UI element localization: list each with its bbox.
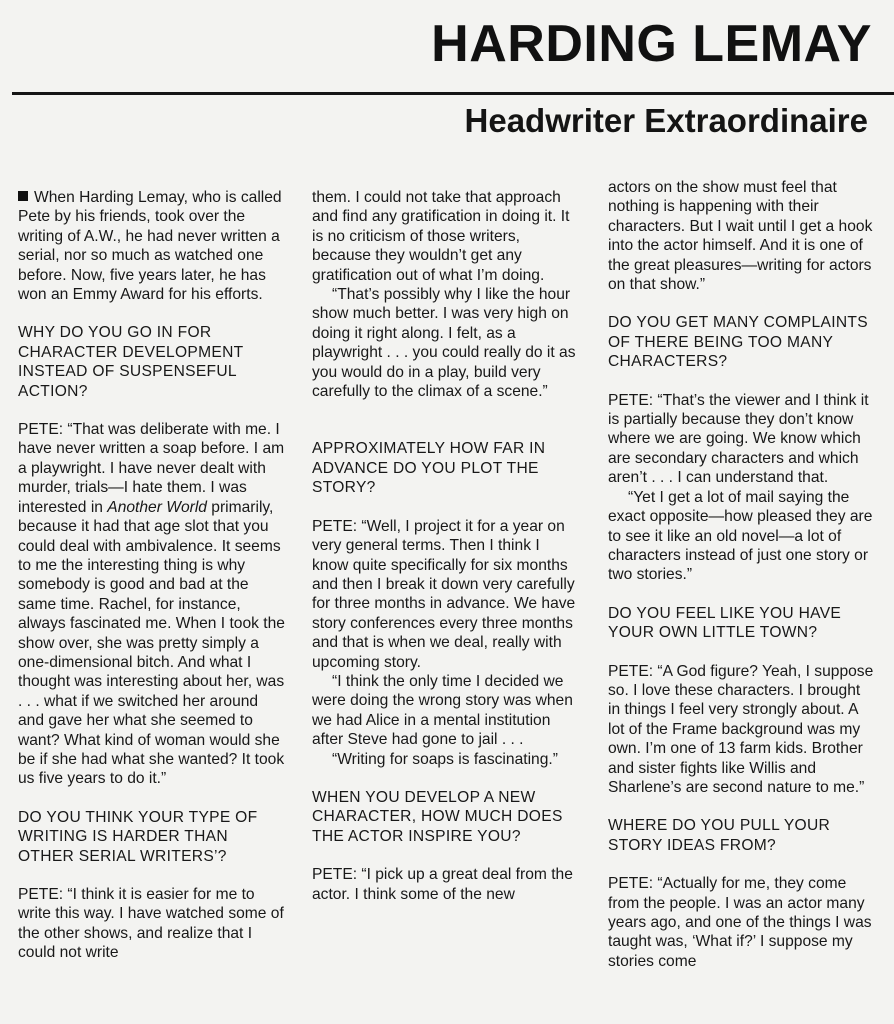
- answer-3-paragraph-3: “Writing for soaps is fascinating.”: [332, 750, 558, 768]
- answer-5: PETE: “That’s the viewer and I think it is partially because they don’t know where we are going. We know which are secondary characters and which aren’t . . . I can understand that.: [608, 391, 869, 487]
- intro-paragraph: When Harding Lemay, who is called Pete by his friends, took over the writing of A.W., he had never written a serial, nor so much as watched one before. Now, five years later, he has won an Emmy Award for his efforts.: [18, 189, 282, 304]
- question-1: WHY DO YOU GO IN FOR CHARACTER DEVELOPMENT INSTEAD OF SUSPENSEFUL ACTION?: [18, 324, 244, 400]
- answer-3-paragraph-2: “I think the only time I decided we were doing the wrong story was when we had Alice in a mental institution after Steve had gone to jail . . .: [312, 672, 573, 749]
- question-7: WHERE DO YOU PULL YOUR STORY IDEAS FROM?: [608, 817, 831, 854]
- article-title: HARDING LEMAY: [431, 15, 872, 73]
- question-6: DO YOU FEEL LIKE YOU HAVE YOUR OWN LITTLE TOWN?: [608, 604, 842, 642]
- show-title-italic: Another World: [107, 498, 207, 516]
- article-subtitle: Headwriter Extraordinaire: [464, 102, 868, 139]
- answer-2-continued: them. I could not take that approach and find any gratification in doing it. It is no criticism of those writers, because they wouldn’t get any gratification out of what I’m doing.: [312, 189, 570, 284]
- question-2: DO YOU THINK YOUR TYPE OF WRITING IS HARDER THAN OTHER SERIAL WRITERS’?: [18, 808, 258, 865]
- answer-3: PETE: “Well, I project it for a year on very general terms. Then I think I know quite specifically for six months and then I break it down very carefully for three months in advance. We have story conferences every three months and that is when we deal, really with upcoming story.: [312, 517, 576, 671]
- answer-6: PETE: “A God figure? Yeah, I suppose so. I love these characters. I brought in things I feel very strongly about. A lot of the Frame background was my own. I’m one of 13 farm kids. Brother and sister fights like Willis and Sharlene’s are second nature to me.”: [608, 662, 874, 796]
- question-5: DO YOU GET MANY COMPLAINTS OF THERE BEING TOO MANY CHARACTERS?: [608, 314, 868, 371]
- answer-5-paragraph-2: “Yet I get a lot of mail saying the exact opposite—how pleased they are to see it like an old novel—a lot of characters instead of just one story or two stories.”: [608, 488, 873, 584]
- bullet-square-icon: [18, 191, 28, 201]
- question-3: APPROXIMATELY HOW FAR IN ADVANCE DO YOU PLOT THE STORY?: [312, 440, 546, 497]
- answer-4-continued: actors on the show must feel that nothing is happening with their characters. But I wait until I get a hook into the actor himself. And it is one of the great pleasures—writing for actors on that show.”: [608, 179, 873, 294]
- answer-4: PETE: “I pick up a great deal from the actor. I think some of the new: [312, 866, 573, 903]
- title-rule: [12, 92, 894, 95]
- column-3: [608, 178, 876, 971]
- answer-7: PETE: “Actually for me, they come from the people. I was an actor many years ago, and one of the things I was taught was, ‘What if?’ I suppose my stories come: [608, 875, 872, 970]
- answer-1: PETE: “That was deliberate with me. I have never written a soap before. I am a playwright. I have never dealt with murder, trials—I hate them. I was interested in Another World primarily, because it had that age slot that you could deal with ambivalence. It seems to me the interesting thing is why somebody is good and bad at the same time. Rachel, for instance, always fascinated me. When I took the show over, she was pretty simply a one-dimensional bitch. And what I thought was interesting about her, was . . . what if we switched her around and gave her what she seemed to want? What kind of woman would she be if she had what she wanted? It took us five years to do it.”: [18, 421, 285, 788]
- answer-2-paragraph-2: “That’s possibly why I like the hour show much better. I was very high on doing it right along. I felt, as a playwright . . . you could really do it as you would do in a play, build very carefully to the climax of a scene.”: [312, 286, 576, 401]
- answer-2: PETE: “I think it is easier for me to write this way. I have watched some of the other shows, and realize that I could not write: [18, 886, 284, 962]
- question-4: WHEN YOU DEVELOP A NEW CHARACTER, HOW MUCH DOES THE ACTOR INSPIRE YOU?: [312, 788, 563, 845]
- column-1: [18, 188, 286, 963]
- column-2: [312, 188, 580, 904]
